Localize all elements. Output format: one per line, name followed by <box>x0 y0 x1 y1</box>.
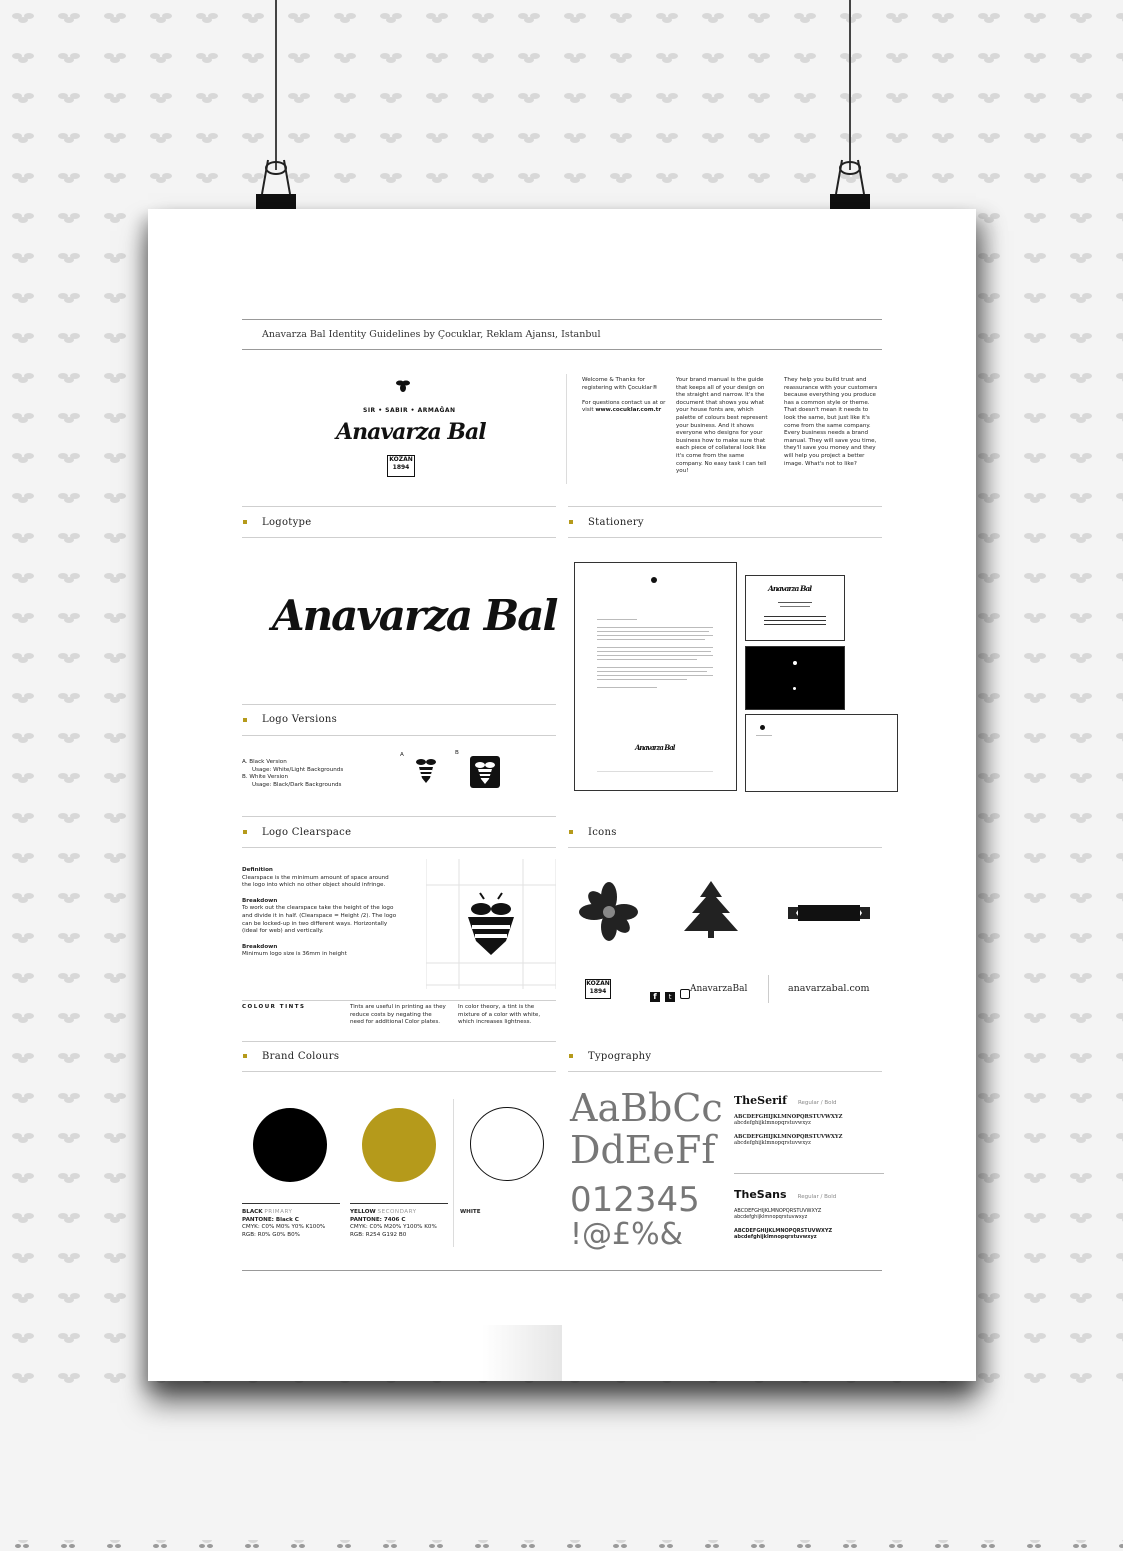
social-handle: AnavarzaBal <box>690 984 748 994</box>
kozan-stamp-small: KOZAN 1894 <box>585 979 611 999</box>
intro-logo-wordmark: Anavarza Bal <box>336 419 486 445</box>
sans-font-block: TheSans Regular / Bold ABCDEFGHIJKLMNOPQRSTUVWXYZ abcdefghijklmnopqrstuvwxyz ABCDEFGHIJKLMNOPQRSTUVWXYZ abcdefghijklmnopqrstuvwxyz <box>734 1188 837 1240</box>
intro-welcome-text: Welcome & Thanks for registering with Çocuklar® For questions contact us at or visit www.cocuklar.com.tr <box>582 377 666 414</box>
version-label-b: B <box>455 750 459 756</box>
pine-tree-icon <box>678 879 744 939</box>
brand-tagline: SIR • SABIR • ARMAĞAN <box>363 407 456 414</box>
bee-white-version-icon <box>470 756 500 788</box>
logo-versions-legend: A. Black Version Usage: White/Light Backgrounds B. White Version Usage: Black/Dark Backgrounds <box>242 759 344 788</box>
stationery-letterhead <box>574 562 737 791</box>
twitter-icon[interactable]: t <box>665 992 675 1002</box>
logotype-wordmark: Anavarza Bal <box>272 591 557 640</box>
section-title-stationery: Stationery <box>588 517 644 528</box>
social-icons <box>650 984 690 1003</box>
version-label-a: A <box>400 752 404 758</box>
section-title-typography: Typography <box>588 1051 652 1062</box>
section-title-icons: Icons <box>588 827 617 838</box>
section-title-logo-clearspace: Logo Clearspace <box>262 827 352 838</box>
section-title-brand-colours: Brand Colours <box>262 1051 340 1062</box>
bee-white-version-tile <box>470 756 500 788</box>
colour-spec-yellow: YELLOW SECONDARY PANTONE: 7406 C CMYK: C0% M20% Y100% K0% RGB: R254 G192 B0 <box>350 1209 437 1238</box>
clearspace-grid-diagram <box>426 859 556 989</box>
page-fold-shadow <box>482 1325 562 1381</box>
section-title-logotype: Logotype <box>262 517 312 528</box>
typography-specimen: AaBbCc DdEeFf 012345 !@£%& <box>570 1086 723 1252</box>
colour-spec-black: BLACK PRIMARY PANTONE: Black C CMYK: C0% M0% Y0% K100% RGB: R0% G0% B0% <box>242 1209 326 1238</box>
right-wire <box>849 0 851 170</box>
swatch-black <box>253 1108 327 1182</box>
bottom-bee-strip <box>0 1540 1123 1551</box>
swatch-white <box>470 1107 544 1181</box>
ribbon-banner-icon <box>788 903 870 923</box>
identity-guidelines-poster <box>148 209 976 1381</box>
agency-website-link[interactable]: www.cocuklar.com.tr <box>595 407 662 414</box>
facebook-icon[interactable]: f <box>650 992 660 1002</box>
clearspace-notes: Definition Clearspace is the minimum amount of space around the logo into which no other object should infringe. Breakdown To work out the clearspace take the height of the logo and divide it in half. (Clearspace = Height /2). The logo can be locked-up in two different ways. Horizontally (ideal for web) and vertically. Breakdown Minimum logo size is 36mm in height <box>242 867 397 958</box>
kozan-stamp: KOZAN 1894 <box>387 455 415 477</box>
flower-icon <box>578 881 640 943</box>
stationery-business-card-front <box>745 575 845 641</box>
guidelines-title: Anavarza Bal Identity Guidelines by Çocuklar, Reklam Ajansı, Istanbul <box>262 329 601 340</box>
stationery-business-card-back <box>745 646 845 710</box>
serif-font-block: TheSerif Regular / Bold ABCDEFGHIJKLMNOPQRSTUVWXYZ abcdefghijklmnopqrstuvwxyz ABCDEFGHIJKLMNOPQRSTUVWXYZ abcdefghijklmnopqrstuvwxyz <box>734 1094 843 1146</box>
colour-tints-text-1: Tints are useful in printing as they reduce costs by negating the need for additional Color plates. <box>350 1004 446 1026</box>
letterhead-wordmark: Anavarza Bal <box>635 743 675 752</box>
bee-black-version-icon <box>416 758 436 784</box>
left-wire <box>275 0 277 170</box>
brand-website[interactable]: anavarzabal.com <box>788 983 870 994</box>
business-card-wordmark: Anavarza Bal <box>768 584 812 593</box>
intro-paragraph-3: They help you build trust and reassurance with your customers because everything you produce has a common style or theme. That doesn't mean it needs to look the same, but just like it's come from the same company. Every business needs a brand manual. They will save you time, they'll save you money and they will help you project a better image. What's not to like? <box>784 377 878 467</box>
colour-tints-text-2: In color theory, a tint is the mixture of a color with white, which increases lightness. <box>458 1004 541 1026</box>
intro-paragraph-2: Your brand manual is the guide that keeps all of your design on the straight and narrow. It's the document that shows you what your house fonts are, which palette of colours best represent your business. And it shows everyone who designs for your business how to make sure that each piece of collateral look like it's come from the same company. No easy task I can tell you! <box>676 377 768 475</box>
colour-tints-title: COLOUR TINTS <box>242 1004 306 1010</box>
instagram-icon[interactable] <box>680 989 690 999</box>
clearspace-bee-icon <box>468 893 514 955</box>
colour-spec-white: WHITE <box>460 1209 481 1215</box>
bee-icon <box>396 379 410 393</box>
section-title-logo-versions: Logo Versions <box>262 714 338 725</box>
swatch-yellow <box>362 1108 436 1182</box>
stationery-envelope <box>745 714 898 792</box>
